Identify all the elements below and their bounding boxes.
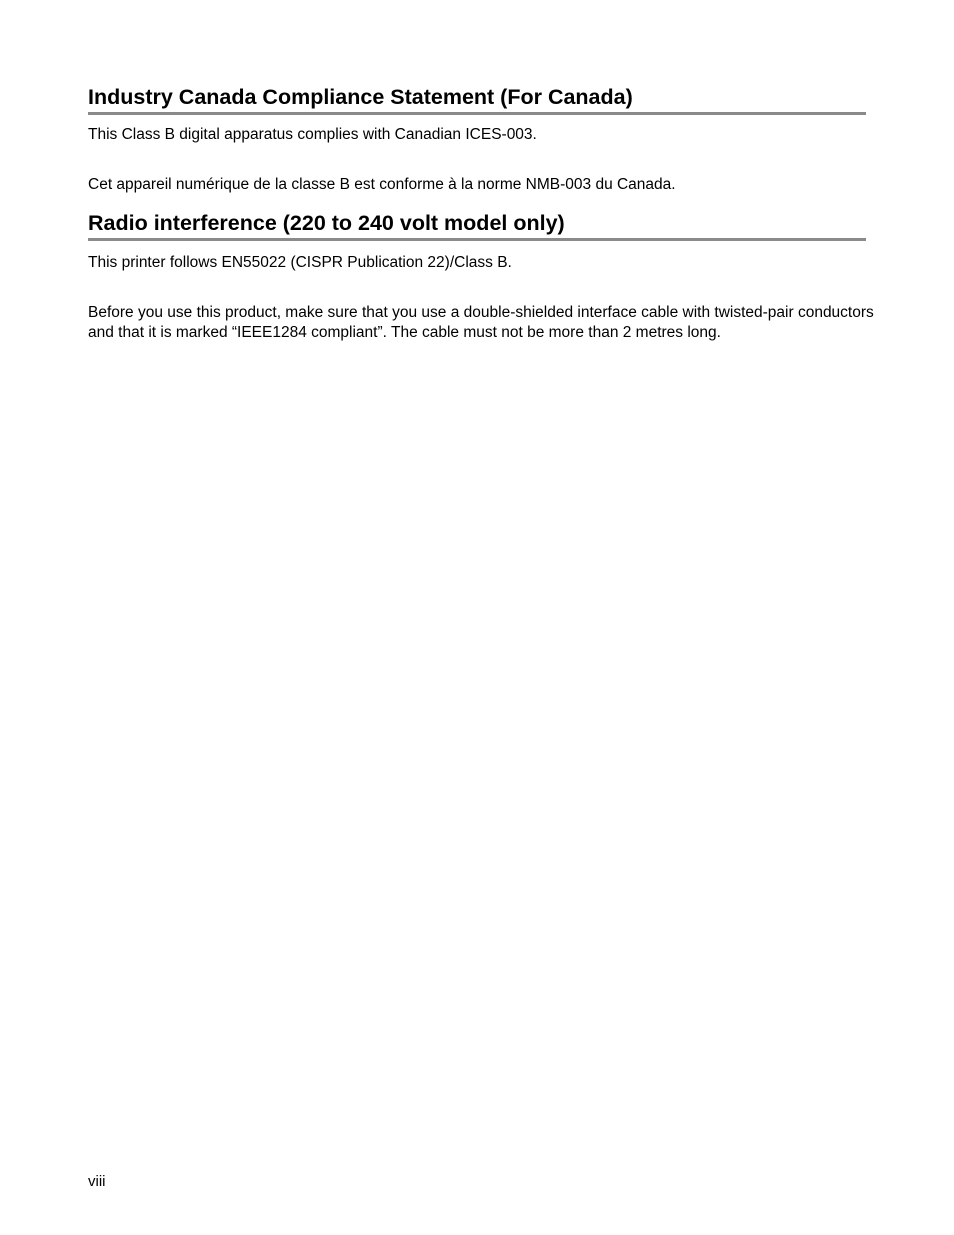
section-radio-interference [88,210,866,241]
paragraph-interface-cable: Before you use this product, make sure that you use a double-shielded interface cable with twisted-pair conductors and that it is marked “IEEE1284 compliant”. The cable must not be more than 2 metres long. [88,304,874,341]
section-heading-industry-canada: Industry Canada Compliance Statement (For Canada) [88,85,633,109]
paragraph-nmb-003: Cet appareil numérique de la classe B est conforme à la norme NMB-003 du Canada. [88,176,676,193]
heading-rule [88,112,866,115]
paragraph-ices-003: This Class B digital apparatus complies with Canadian ICES-003. [88,126,537,143]
heading-rule [88,238,866,241]
section-industry-canada [88,84,866,115]
section-heading-radio-interference: Radio interference (220 to 240 volt model only) [88,211,565,235]
paragraph-en55022: This printer follows EN55022 (CISPR Publication 22)/Class B. [88,254,512,271]
page-number: viii [88,1173,106,1190]
